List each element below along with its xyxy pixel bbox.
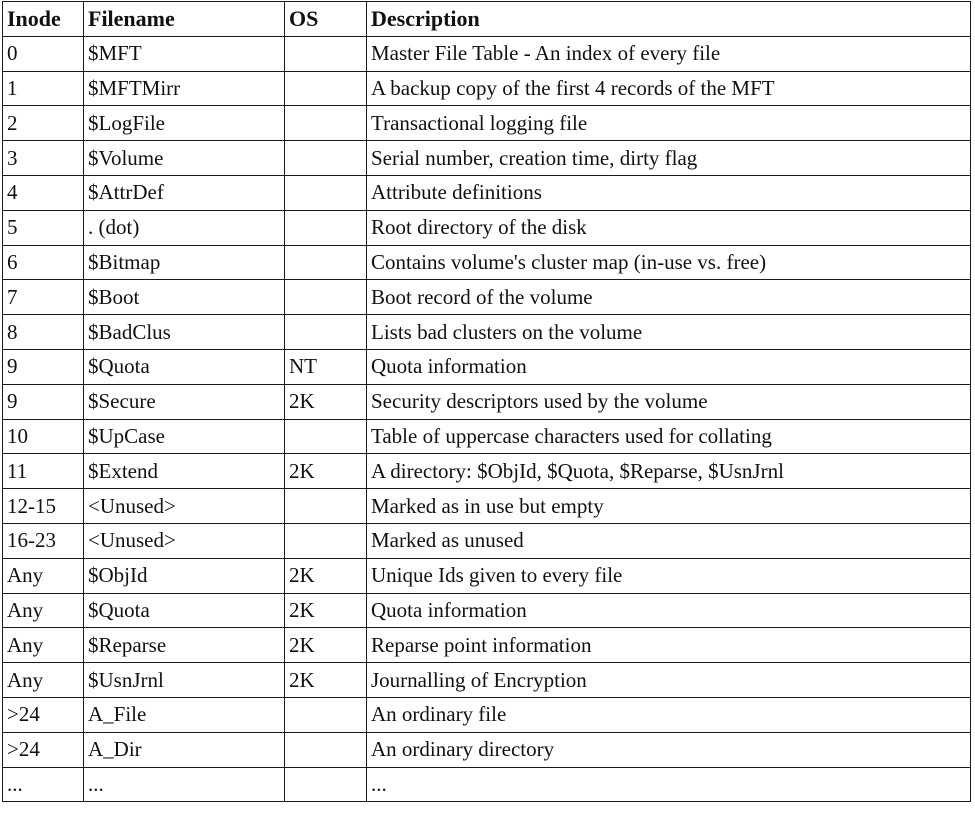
cell-filename: ... (84, 767, 285, 802)
table-row (3, 36, 971, 71)
table-row (3, 106, 971, 141)
cell-filename: $Quota (84, 593, 285, 628)
cell-inode: 12-15 (3, 489, 84, 524)
cell-description: Attribute definitions (367, 175, 971, 210)
cell-description: Serial number, creation time, dirty flag (367, 141, 971, 176)
cell-inode: Any (3, 628, 84, 663)
cell-description: Master File Table - An index of every file (367, 36, 971, 71)
cell-os (285, 36, 367, 71)
table-row (3, 175, 971, 210)
cell-inode: Any (3, 558, 84, 593)
table-row (3, 349, 971, 384)
cell-os (285, 106, 367, 141)
cell-inode: 7 (3, 280, 84, 315)
cell-os (285, 732, 367, 767)
cell-os: 2K (285, 384, 367, 419)
cell-inode: 3 (3, 141, 84, 176)
table-header (3, 2, 971, 37)
cell-description: A backup copy of the first 4 records of the MFT (367, 71, 971, 106)
cell-inode: 10 (3, 419, 84, 454)
header-description: Description (367, 2, 971, 37)
cell-filename: $Bitmap (84, 245, 285, 280)
cell-inode: ... (3, 767, 84, 802)
header-os: OS (285, 2, 367, 37)
cell-inode: 9 (3, 349, 84, 384)
cell-filename: $Extend (84, 454, 285, 489)
cell-inode: 4 (3, 175, 84, 210)
header-filename: Filename (84, 2, 285, 37)
table-row (3, 280, 971, 315)
cell-os: 2K (285, 628, 367, 663)
cell-description: Lists bad clusters on the volume (367, 315, 971, 350)
cell-filename: A_File (84, 697, 285, 732)
cell-os (285, 489, 367, 524)
cell-inode: 6 (3, 245, 84, 280)
cell-filename: $LogFile (84, 106, 285, 141)
table-row (3, 141, 971, 176)
cell-description: Marked as unused (367, 523, 971, 558)
cell-description: Unique Ids given to every file (367, 558, 971, 593)
table-body (3, 36, 971, 802)
cell-inode: 9 (3, 384, 84, 419)
table-row (3, 454, 971, 489)
cell-os (285, 141, 367, 176)
cell-filename: $MFT (84, 36, 285, 71)
cell-filename: $UsnJrnl (84, 663, 285, 698)
cell-filename: $ObjId (84, 558, 285, 593)
cell-inode: 8 (3, 315, 84, 350)
cell-os: 2K (285, 454, 367, 489)
cell-filename: $AttrDef (84, 175, 285, 210)
cell-os (285, 245, 367, 280)
cell-inode: 11 (3, 454, 84, 489)
cell-description: Reparse point information (367, 628, 971, 663)
table-row (3, 593, 971, 628)
cell-filename: $UpCase (84, 419, 285, 454)
cell-description: Journalling of Encryption (367, 663, 971, 698)
cell-inode: 1 (3, 71, 84, 106)
cell-os: 2K (285, 663, 367, 698)
table-row (3, 384, 971, 419)
cell-filename: $Volume (84, 141, 285, 176)
cell-inode: >24 (3, 732, 84, 767)
cell-description: Table of uppercase characters used for collating (367, 419, 971, 454)
cell-description: Marked as in use but empty (367, 489, 971, 524)
table-row (3, 558, 971, 593)
cell-filename: $Reparse (84, 628, 285, 663)
cell-description: Security descriptors used by the volume (367, 384, 971, 419)
table-row (3, 663, 971, 698)
cell-inode: Any (3, 663, 84, 698)
table-row (3, 628, 971, 663)
cell-inode: 2 (3, 106, 84, 141)
cell-filename: $BadClus (84, 315, 285, 350)
cell-filename: $Secure (84, 384, 285, 419)
cell-os: NT (285, 349, 367, 384)
cell-description: An ordinary directory (367, 732, 971, 767)
cell-os (285, 280, 367, 315)
cell-description: Root directory of the disk (367, 210, 971, 245)
cell-os (285, 210, 367, 245)
cell-description: Contains volume's cluster map (in-use vs. free) (367, 245, 971, 280)
cell-os (285, 767, 367, 802)
table-row (3, 71, 971, 106)
table-row (3, 523, 971, 558)
cell-description: Transactional logging file (367, 106, 971, 141)
table-row (3, 767, 971, 802)
cell-filename: <Unused> (84, 523, 285, 558)
cell-filename: A_Dir (84, 732, 285, 767)
cell-filename: . (dot) (84, 210, 285, 245)
cell-description: Quota information (367, 349, 971, 384)
table-row (3, 419, 971, 454)
cell-os (285, 71, 367, 106)
table-row (3, 245, 971, 280)
cell-os: 2K (285, 558, 367, 593)
cell-os: 2K (285, 593, 367, 628)
cell-filename: <Unused> (84, 489, 285, 524)
cell-os (285, 315, 367, 350)
cell-os (285, 523, 367, 558)
header-inode: Inode (3, 2, 84, 37)
cell-inode: 0 (3, 36, 84, 71)
cell-os (285, 697, 367, 732)
cell-description: ... (367, 767, 971, 802)
cell-inode: 16-23 (3, 523, 84, 558)
header-row (3, 2, 971, 37)
cell-inode: >24 (3, 697, 84, 732)
cell-filename: $Quota (84, 349, 285, 384)
cell-os (285, 419, 367, 454)
cell-description: Boot record of the volume (367, 280, 971, 315)
cell-filename: $Boot (84, 280, 285, 315)
cell-os (285, 175, 367, 210)
table-row (3, 315, 971, 350)
cell-inode: 5 (3, 210, 84, 245)
table-row (3, 732, 971, 767)
cell-description: An ordinary file (367, 697, 971, 732)
cell-filename: $MFTMirr (84, 71, 285, 106)
mft-system-files-table (2, 1, 971, 802)
table-row (3, 697, 971, 732)
cell-description: A directory: $ObjId, $Quota, $Reparse, $UsnJrnl (367, 454, 971, 489)
cell-inode: Any (3, 593, 84, 628)
table-row (3, 210, 971, 245)
cell-description: Quota information (367, 593, 971, 628)
table-row (3, 489, 971, 524)
